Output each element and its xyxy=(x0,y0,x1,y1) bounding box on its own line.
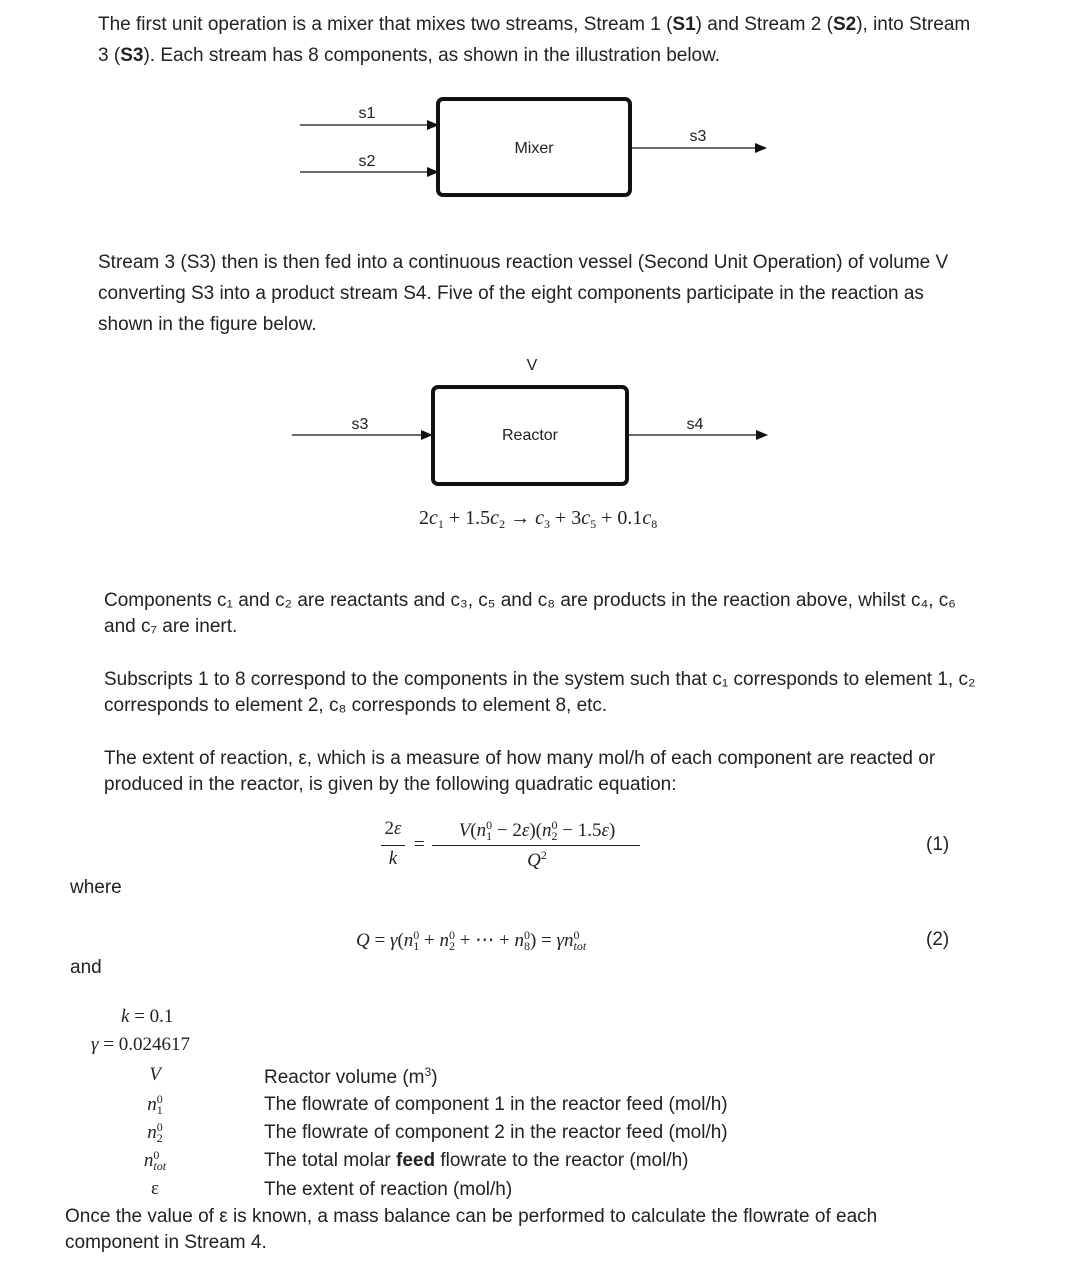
components-paragraph xyxy=(104,588,1064,640)
def-flowrate-1: The flowrate of component 1 in the reactor feed (mol/h) xyxy=(264,1094,728,1115)
label-s2: s2 xyxy=(358,153,376,170)
extent-paragraph xyxy=(104,746,1064,798)
reactor-intro-line-2: converting S3 into a product stream S4. Five of the eight components participate in the reaction as xyxy=(98,283,924,304)
extent-line-2: produced in the reactor, is given by the following quadratic equation: xyxy=(104,774,677,795)
symbol-n1: $n^0_1$ xyxy=(147,1092,163,1117)
subscripts-line-2: corresponds to element 2, c₈ corresponds to element 8, etc. xyxy=(104,695,608,716)
label-s3-in: s3 xyxy=(351,416,369,433)
def-extent: The extent of reaction (mol/h) xyxy=(264,1179,513,1200)
reactor-intro-line-1: Stream 3 (S3) then is then fed into a continuous reaction vessel (Second Unit Operation) of volume V xyxy=(98,252,949,273)
label-reactor: Reactor xyxy=(501,427,559,444)
intro-paragraph xyxy=(98,9,1058,71)
symbol-ntot: $n^0_{tot}$ xyxy=(143,1148,167,1173)
reactor-diagram xyxy=(285,345,785,495)
eq1-lhs-bar xyxy=(381,845,405,846)
subscripts-line-1: Subscripts 1 to 8 correspond to the components in the system such that c₁ corresponds to element 1, c₂ xyxy=(104,669,976,690)
label-s3: s3 xyxy=(689,128,707,145)
closing-line-2: component in Stream 4. xyxy=(65,1232,267,1253)
and-label: and xyxy=(70,957,102,978)
eq1-equals: = xyxy=(414,834,425,855)
reactor-intro-line-3: shown in the figure below. xyxy=(98,314,317,335)
equation-1-number: (1) xyxy=(926,834,950,855)
closing-paragraph xyxy=(65,1204,1055,1256)
intro-line-1: The first unit operation is a mixer that mixes two streams, Stream 1 (S1) and Stream 2 (S2), into Stream xyxy=(98,14,971,35)
where-label: where xyxy=(70,877,122,898)
equation-2: $Q = \gamma(n^0_1 + n^0_2$ + ⋯ + $n^0_8) = \gamma n^0_{tot}$ xyxy=(356,928,587,953)
eq1-rhs-denominator: $Q^2$ xyxy=(527,848,547,871)
components-line-1: Components c₁ and c₂ are reactants and c₃, c₅ and c₈ are products in the reaction above, whilst c₄, c₆ xyxy=(104,590,956,611)
label-s4: s4 xyxy=(686,416,704,433)
subscripts-paragraph xyxy=(104,667,1064,719)
def-flowrate-2: The flowrate of component 2 in the reactor feed (mol/h) xyxy=(264,1122,728,1143)
reactor-intro-paragraph xyxy=(98,247,1058,340)
symbol-n2: $n^0_2$ xyxy=(147,1120,163,1145)
components-line-2: and c₇ are inert. xyxy=(104,616,238,637)
constant-gamma: γ = 0.024617 xyxy=(91,1034,190,1055)
equation-2-number: (2) xyxy=(926,929,950,950)
label-s1: s1 xyxy=(358,105,376,122)
eq1-rhs-numerator: $V(n^0_1 - 2\varepsilon)(n^0_2 - 1.5\varepsilon)$ xyxy=(458,818,616,843)
closing-line-1: Once the value of ε is known, a mass balance can be performed to calculate the flowrate of each xyxy=(65,1206,878,1227)
constant-k: k = 0.1 xyxy=(121,1006,174,1027)
extent-line-1: The extent of reaction, ε, which is a measure of how many mol/h of each component are reacted or xyxy=(104,748,936,769)
eq1-rhs-bar xyxy=(432,845,640,846)
def-reactor-volume: Reactor volume $(m^3)$ xyxy=(264,1065,438,1088)
mixer-diagram xyxy=(290,90,790,210)
equation-1 xyxy=(378,818,648,876)
label-volume: V xyxy=(526,357,538,374)
eq1-lhs-numerator: 2ε xyxy=(384,818,402,839)
symbol-V: V xyxy=(149,1064,161,1085)
intro-line-2: 3 (S3). Each stream has 8 components, as shown in the illustration below. xyxy=(98,45,721,66)
symbol-epsilon: ε xyxy=(151,1178,159,1199)
eq1-lhs-denominator: k xyxy=(388,848,398,869)
label-mixer: Mixer xyxy=(514,140,554,157)
reaction-equation: $2c_1 + 1.5c_2 \to c_3 + 3c_5 + 0.1c_8$ xyxy=(419,507,658,531)
def-total-feed: The total molar feed flowrate to the reactor (mol/h) xyxy=(264,1150,689,1171)
